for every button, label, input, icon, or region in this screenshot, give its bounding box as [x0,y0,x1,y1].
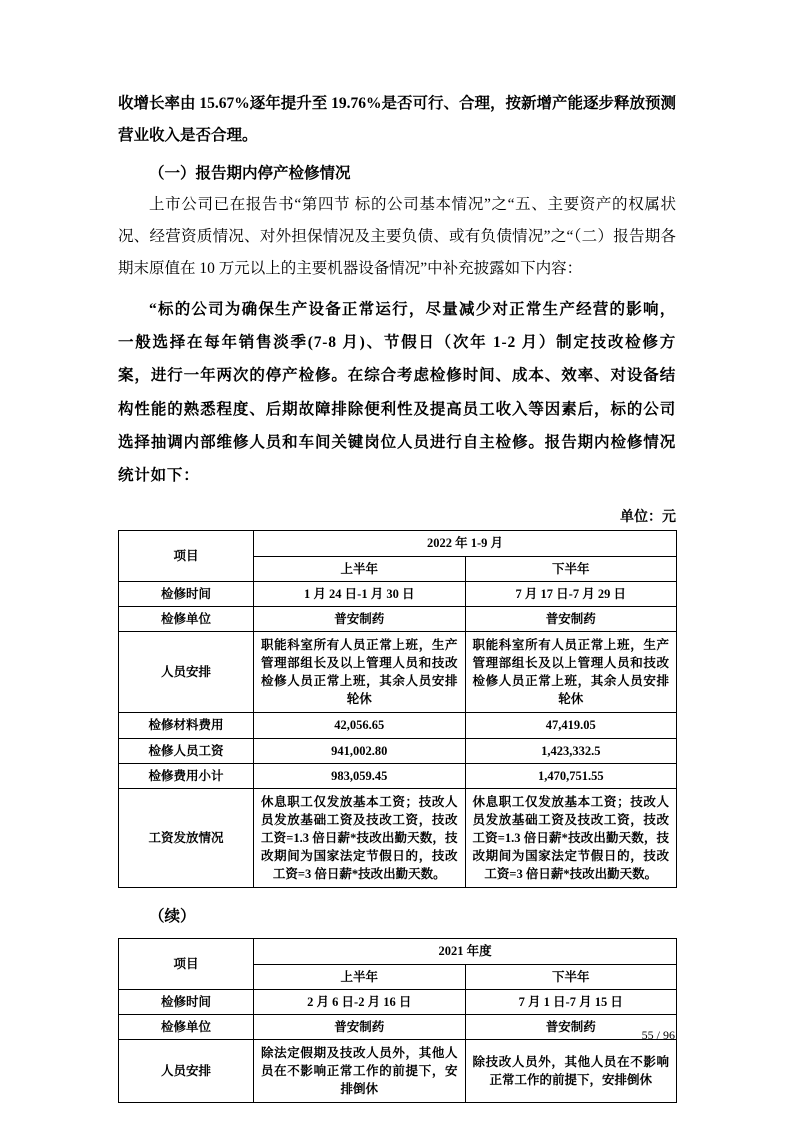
section-heading: （一）报告期内停产检修情况 [149,164,351,182]
cell-value: 休息职工仅发放基本工资；技改人员发放基础工资及技改工资，技改工资=1.3 倍日薪*技改出勤天数，技改期间为国家法定节假日的，技改工资=3 倍日薪*技改出勤天数。 [254,788,466,888]
paragraph-quote: “标的公司为确保生产设备正常运行，尽量减少对正常生产经营的影响，一般选择在每年销售淡季(7-8 月)、节假日（次年 1-2 月）制定技改检修方案，进行一年两次的停产检修。在综合考虑检修时间、成本、效率、对设备结构性能的熟悉程度、后期故障排除便利性及提高员工收入等因素后，标的公司选择抽调内部维修人员和车间关键岗位人员进行自主检修。报告期内检修情况统计如下： [118,300,676,485]
cell-value: 1,470,751.55 [465,763,677,788]
table-row [119,763,677,788]
row-label: 检修费用小计 [119,763,254,788]
table-row [119,788,677,888]
table-row [119,713,677,738]
cell-value: 普安制药 [465,1014,677,1039]
table-corner-label: 项目 [119,531,254,581]
cell-value: 983,059.45 [254,763,466,788]
unit-label: 单位：元 [620,510,676,526]
cell-value: 941,002.80 [254,738,466,763]
row-label: 检修单位 [119,1014,254,1039]
row-label: 人员安排 [119,1039,254,1102]
inspection-table-2021 [118,938,677,1103]
col-header-second-half: 下半年 [465,964,677,989]
page-number: 55 / 96 [641,1028,675,1042]
cell-value: 42,056.65 [254,713,466,738]
row-label: 检修单位 [119,606,254,631]
table-row [119,1039,677,1102]
cell-value: 除技改人员外，其他人员在不影响正常工作的前提下，安排倒休 [465,1039,677,1102]
row-label: 检修时间 [119,581,254,606]
paragraph-disclosure: 上市公司已在报告书“第四节 标的公司基本情况”之“五、主要资产的权属状况、经营资质情况、对外担保情况及主要负债、或有负债情况”之“（二）报告期各期末原值在 10 万元以上的主要机器设备情况”中补充披露如下内容： [118,196,676,277]
cell-value: 职能科室所有人员正常上班，生产管理部组长及以上管理人员和技改检修人员正常上班，其余人员安排轮休 [254,631,466,713]
col-header-second-half: 下半年 [465,556,677,581]
inspection-table-2022 [118,530,677,888]
cell-value: 普安制药 [254,1014,466,1039]
table-row [119,581,677,606]
table-period-header: 2021 年度 [254,939,677,964]
table-row [119,989,677,1014]
table-header-row [119,531,677,556]
cell-value: 职能科室所有人员正常上班，生产管理部组长及以上管理人员和技改检修人员正常上班，其余人员安排轮休 [465,631,677,713]
cell-value: 1 月 24 日-1 月 30 日 [254,581,466,606]
cell-value: 47,419.05 [465,713,677,738]
row-label: 人员安排 [119,631,254,713]
table-row [119,738,677,763]
table-header-row [119,939,677,964]
cell-value: 除法定假期及技改人员外，其他人员在不影响正常工作的前提下，安排倒休 [254,1039,466,1102]
document-page [118,88,676,1103]
col-header-first-half: 上半年 [254,556,466,581]
table-row [119,631,677,713]
cell-value: 7 月 1 日-7 月 15 日 [465,989,677,1014]
row-label: 检修材料费用 [119,713,254,738]
row-label: 工资发放情况 [119,788,254,888]
col-header-first-half: 上半年 [254,964,466,989]
continued-label: （续） [149,908,196,926]
table-corner-label: 项目 [119,939,254,989]
cell-value: 休息职工仅发放基本工资；技改人员发放基础工资及技改工资，技改工资=1.3 倍日薪*技改出勤天数，技改期间为国家法定节假日的，技改工资=3 倍日薪*技改出勤天数。 [465,788,677,888]
cell-value: 普安制药 [465,606,677,631]
cell-value: 7 月 17 日-7 月 29 日 [465,581,677,606]
row-label: 检修时间 [119,989,254,1014]
paragraph-continuation: 收增长率由 15.67%逐年提升至 19.76%是否可行、合理，按新增产能逐步释放预测营业收入是否合理。 [118,95,677,144]
table-row [119,606,677,631]
table-period-header: 2022 年 1-9 月 [254,531,677,556]
cell-value: 1,423,332.5 [465,738,677,763]
cell-value: 普安制药 [254,606,466,631]
cell-value: 2 月 6 日-2 月 16 日 [254,989,466,1014]
row-label: 检修人员工资 [119,738,254,763]
table-row [119,1014,677,1039]
